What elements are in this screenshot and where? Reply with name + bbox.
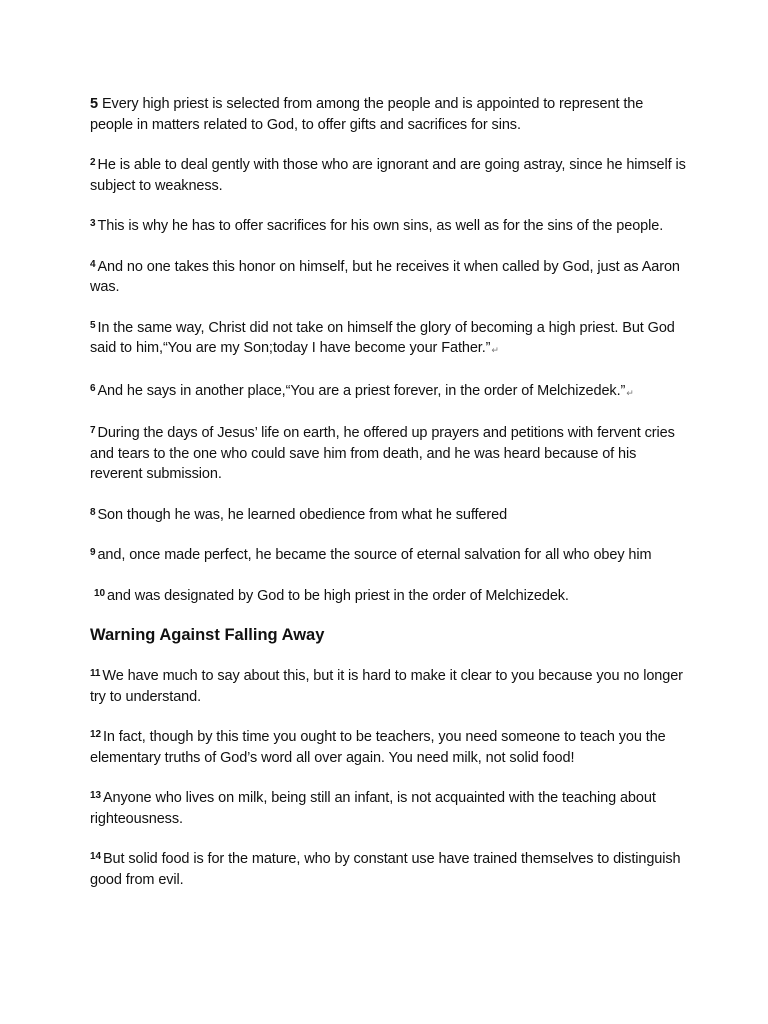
verse-number: 9 — [90, 547, 96, 558]
verse-text: We have much to say about this, but it is hard to make it clear to you because you no longer try to understand. — [90, 668, 683, 705]
footnote-marker-icon[interactable]: ↵ — [626, 387, 634, 398]
verse-text: Son though he was, he learned obedience from what he suffered — [97, 506, 508, 523]
verse-text: He is able to deal gently with those who are ignorant and are going astray, since he himself is subject to weakness. — [90, 157, 686, 194]
verse-text: In the same way, Christ did not take on himself the glory of becoming a high priest. But God said to him,“You are my Son;today I have become your Father.” — [90, 319, 675, 356]
verse-number: 3 — [90, 218, 96, 229]
verse-text: During the days of Jesus’ life on earth, he offered up prayers and petitions with fervent cries and tears to the one who could save him from death, and he was heard because of his reverent submission. — [90, 425, 675, 482]
verse-number: 11 — [90, 668, 101, 679]
verse — [90, 94, 686, 135]
verse-text: But solid food is for the mature, who by constant use have trained themselves to distinguish good from evil. — [90, 851, 681, 888]
verse-text: and, once made perfect, he became the source of eternal salvation for all who obey him — [97, 547, 652, 563]
verse — [90, 543, 686, 566]
verse-number: 2 — [90, 157, 96, 168]
verse-text: This is why he has to offer sacrifices for his own sins, as well as for the sins of the people. — [97, 218, 664, 234]
verse-text: Every high priest is selected from among the people and is appointed to represent the people in matters related to God, to offer gifts and sacrifices for sins. — [90, 96, 644, 133]
verse-text: and was designated by God to be high priest in the order of Melchizedek. — [106, 587, 569, 604]
chapter-number: 5 — [90, 96, 98, 112]
verse — [90, 664, 686, 707]
verse-number: 14 — [90, 851, 101, 862]
verse — [90, 584, 686, 607]
verse-number: 10 — [94, 587, 105, 599]
verse — [90, 421, 686, 485]
verse-text: And no one takes this honor on himself, but he receives it when called by God, just as Aaron was. — [90, 258, 680, 295]
verse — [90, 725, 686, 768]
verse — [90, 503, 686, 526]
verse — [90, 316, 686, 361]
verse-number: 4 — [90, 258, 96, 270]
verses-after-heading — [90, 664, 686, 890]
verses-before-heading — [90, 94, 686, 606]
verse-number: 13 — [90, 790, 101, 801]
verse — [90, 847, 686, 890]
section-heading: Warning Against Falling Away — [90, 626, 325, 644]
verse — [90, 153, 686, 196]
footnote-marker-icon[interactable]: ↵ — [491, 345, 499, 355]
verse — [90, 379, 686, 404]
verse-number: 5 — [90, 319, 96, 331]
verse-text: In fact, though by this time you ought to be teachers, you need someone to teach you the elementary truths of God’s word all over again. You need milk, not solid food! — [90, 729, 666, 766]
verse — [90, 255, 686, 298]
verse — [90, 786, 686, 829]
verse-text: Anyone who lives on milk, being still an infant, is not acquainted with the teaching about righteousness. — [90, 790, 656, 827]
verse-number: 7 — [90, 425, 96, 436]
verse — [90, 214, 686, 237]
verse-number: 6 — [90, 382, 96, 394]
verse-number: 8 — [90, 506, 96, 518]
verse-number: 12 — [90, 729, 101, 740]
verse-text: And he says in another place,“You are a priest forever, in the order of Melchizedek.” — [97, 382, 626, 399]
document-page — [90, 94, 686, 908]
